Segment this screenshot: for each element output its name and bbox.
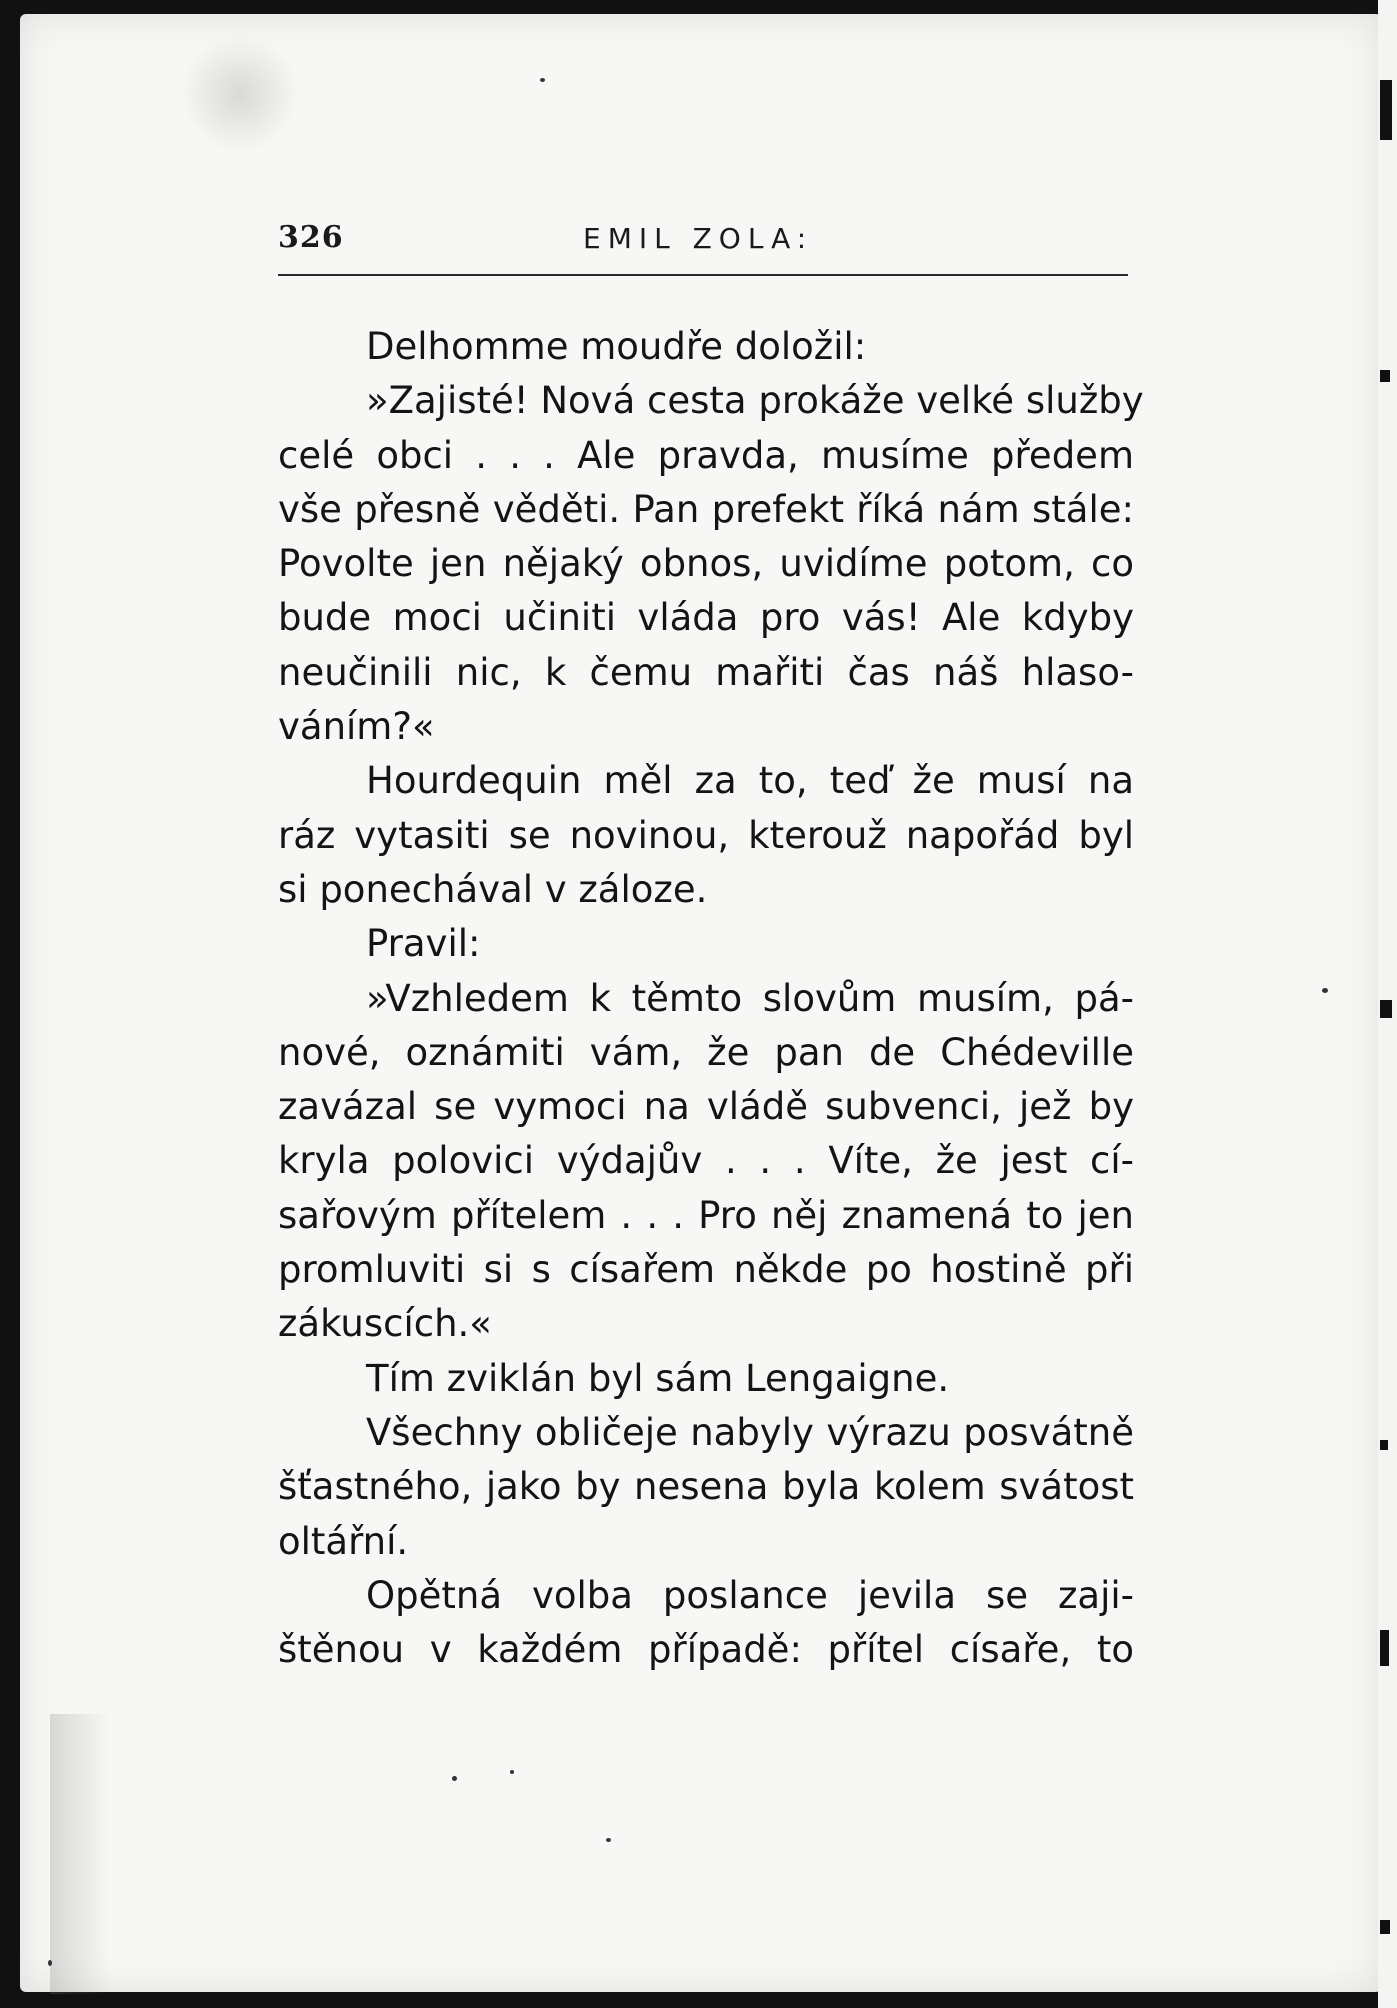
speck: [452, 1776, 457, 1781]
text-line: Všechny obličeje nabyly výrazu posvátně: [366, 1410, 1134, 1454]
header-rule: [278, 274, 1128, 276]
edge-mark: [1380, 1000, 1392, 1018]
edge-mark: [1380, 80, 1392, 140]
next-page-edge: [1378, 0, 1397, 2008]
running-title: EMIL ZOLA:: [583, 222, 814, 255]
text-line: ráz vytasiti se novinou, kterouž napořád byl: [278, 813, 1134, 857]
text-line: Tím zviklán byl sám Lengaigne.: [366, 1356, 950, 1400]
page-header: [278, 220, 1128, 270]
text-line: Opětná volba poslance jevila se zaji-: [366, 1573, 1134, 1617]
text-line: neučinili nic, k čemu mařiti čas náš hlaso-: [278, 650, 1134, 694]
text-line: Delhomme moudře doložil:: [366, 325, 867, 368]
text-line: zákuscích.«: [278, 1302, 492, 1346]
page-stain-lower: [50, 1714, 110, 1994]
edge-mark: [1380, 1920, 1390, 1934]
text-line: nové, oznámiti vám, že pan de Chédeville: [278, 1030, 1134, 1074]
text-line: váním?«: [278, 705, 435, 749]
text-line: celé obci . . . Ale pravda, musíme předem: [278, 433, 1134, 477]
text-line: zavázal se vymoci na vládě subvenci, jež by: [278, 1085, 1134, 1129]
edge-mark: [1380, 1440, 1388, 1450]
speck: [1322, 988, 1328, 993]
page-number: 326: [278, 220, 344, 255]
text-line: »Vzhledem k těmto slovům musím, pá-: [366, 976, 1134, 1020]
text-line: sařovým přítelem . . . Pro něj znamená to jen: [278, 1193, 1134, 1237]
text-line: »Zajisté! Nová cesta prokáže velké služby: [366, 379, 1144, 423]
text-line: šťastného, jako by nesena byla kolem svátost: [278, 1465, 1134, 1509]
text-line: Pravil:: [366, 922, 481, 966]
text-line: promluviti si s císařem někde po hostině při: [278, 1248, 1134, 1292]
body-text: [278, 320, 1144, 1677]
edge-mark: [1380, 1630, 1389, 1666]
page-stain: [180, 34, 300, 154]
text-line: štěnou v každém případě: přítel císaře, to: [278, 1628, 1134, 1672]
text-line: Povolte jen nějaký obnos, uvidíme potom, co: [278, 542, 1134, 586]
text-line: si ponechával v záloze.: [278, 867, 708, 911]
speck: [510, 1770, 514, 1774]
speck: [540, 78, 545, 82]
text-line: kryla polovici výdajův . . . Víte, že jest cí-: [278, 1139, 1134, 1183]
speck: [48, 1960, 52, 1966]
text-line: oltářní.: [278, 1519, 409, 1563]
text-line: bude moci učiniti vláda pro vás! Ale kdyby: [278, 596, 1134, 640]
text-line: Hourdequin měl za to, teď že musí na: [366, 759, 1134, 803]
text-line: vše přesně věděti. Pan prefekt říká nám stále:: [278, 487, 1134, 531]
edge-mark: [1380, 370, 1390, 382]
speck: [606, 1838, 611, 1842]
